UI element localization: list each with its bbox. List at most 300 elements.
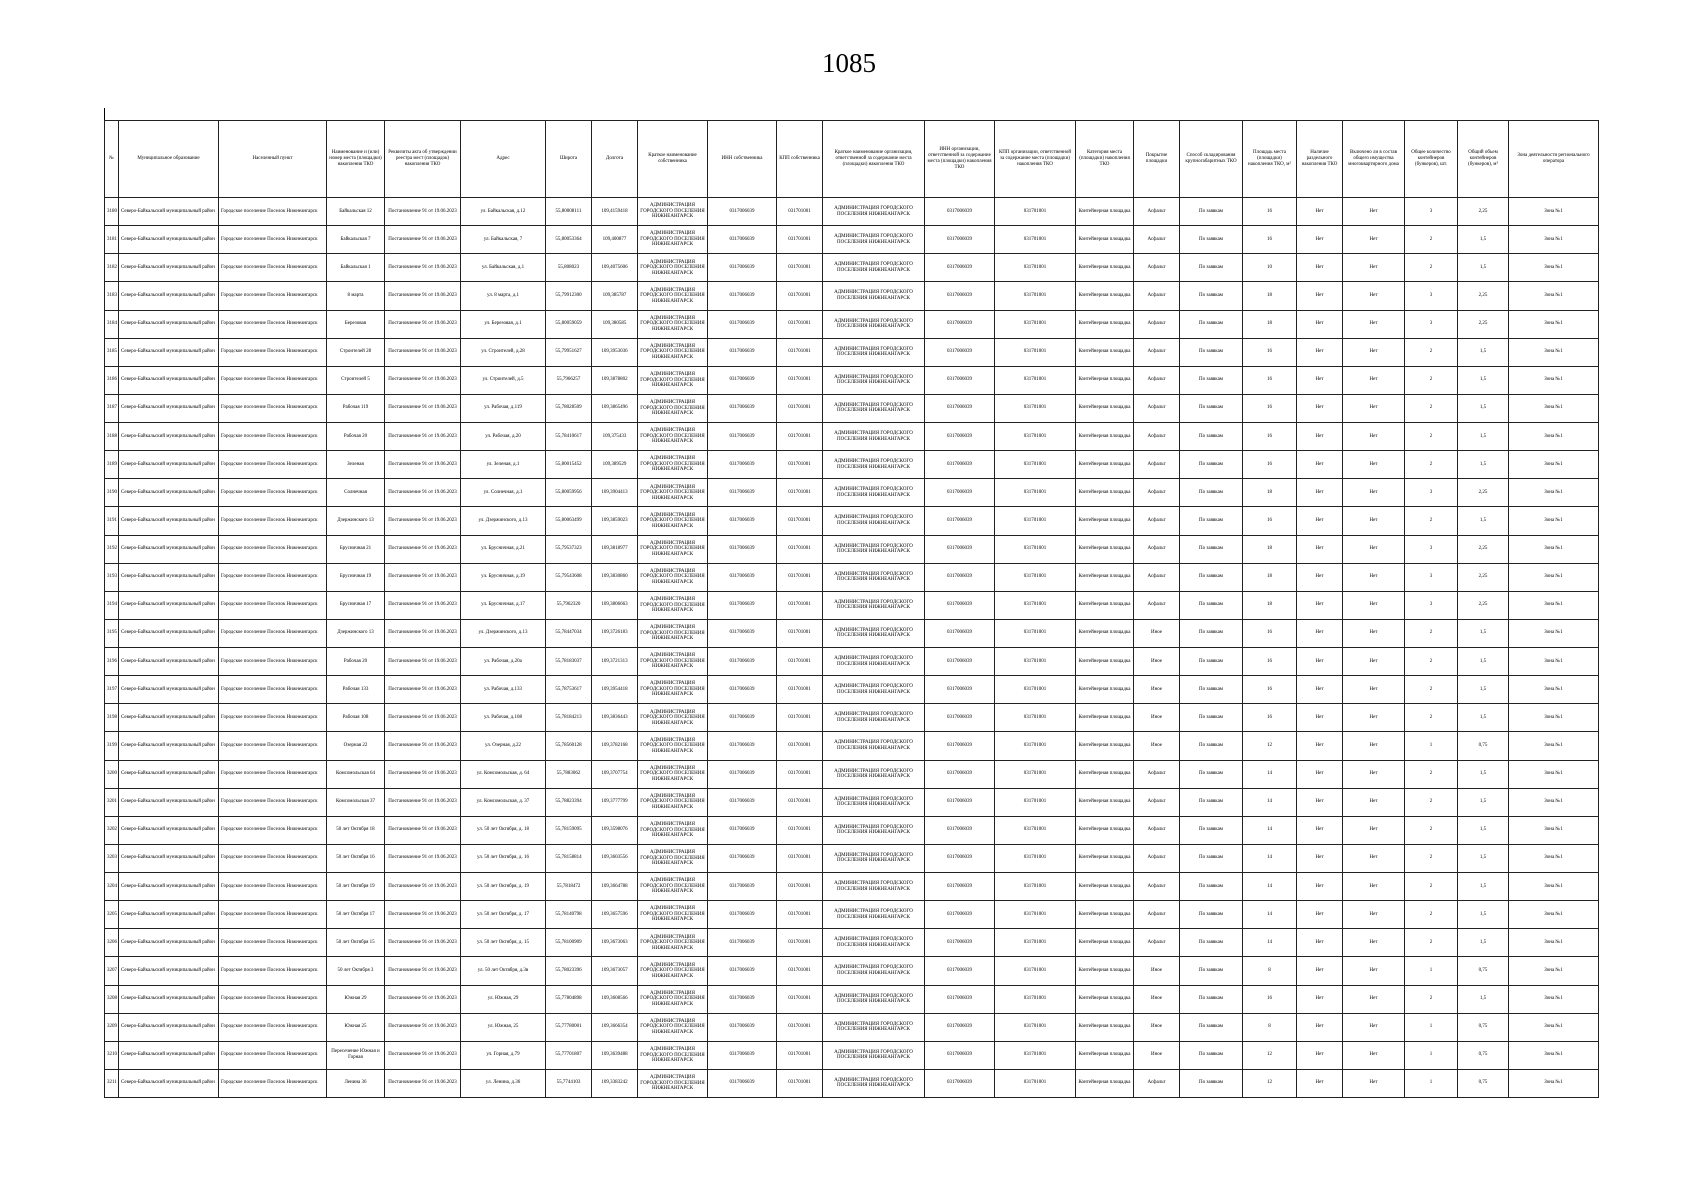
table-cell: АДМИНИСТРАЦИЯ ГОРОДСКОГО ПОСЕЛЕНИЯ НИЖНЕАНГАРСК — [823, 873, 925, 901]
table-cell: 031701001 — [995, 479, 1076, 507]
table-cell: 3187 — [105, 394, 119, 422]
table-cell: 55,808023 — [546, 254, 592, 282]
table-cell: Березовая — [327, 310, 385, 338]
table-cell: Нет — [1297, 760, 1343, 788]
table-cell: Нет — [1297, 366, 1343, 394]
table-cell: Зона №1 — [1509, 535, 1599, 563]
table-cell: Городское поселение Поселок Нижнеангарск — [219, 310, 327, 338]
table-cell: Нет — [1343, 1069, 1405, 1097]
table-cell: 109,3707754 — [592, 760, 638, 788]
table-cell: По заявкам — [1180, 873, 1243, 901]
table-cell: Контейнерная площадка — [1076, 198, 1134, 226]
table-cell: АДМИНИСТРАЦИЯ ГОРОДСКОГО ПОСЕЛЕНИЯ НИЖНЕАНГАРСК — [638, 310, 708, 338]
table-cell: Нет — [1297, 873, 1343, 901]
table-row — [105, 338, 1599, 366]
table-row — [105, 873, 1599, 901]
table-cell: 109,3608566 — [592, 985, 638, 1013]
table-row — [105, 1041, 1599, 1069]
table-cell: АДМИНИСТРАЦИЯ ГОРОДСКОГО ПОСЕЛЕНИЯ НИЖНЕАНГАРСК — [823, 901, 925, 929]
table-cell: 031701001 — [995, 929, 1076, 957]
table-row — [105, 310, 1599, 338]
table-cell: Постановление 91 от 19.06.2023 — [385, 901, 461, 929]
table-cell: 1,5 — [1458, 816, 1509, 844]
column-header: Общее количество контейнеров (бункеров), шт. — [1405, 121, 1458, 198]
table-cell: Асфальт — [1134, 535, 1180, 563]
table-cell: Городское поселение Поселок Нижнеангарск — [219, 423, 327, 451]
table-cell: Северо-Байкальский муниципальный район — [119, 451, 219, 479]
table-cell: Контейнерная площадка — [1076, 901, 1134, 929]
table-cell: АДМИНИСТРАЦИЯ ГОРОДСКОГО ПОСЕЛЕНИЯ НИЖНЕАНГАРСК — [638, 844, 708, 872]
table-cell: 1,5 — [1458, 788, 1509, 816]
table-row — [105, 929, 1599, 957]
table-cell: 0317006039 — [708, 1041, 777, 1069]
table-cell: 031701001 — [995, 282, 1076, 310]
table-cell: 16 — [1243, 366, 1297, 394]
table-cell: 3208 — [105, 985, 119, 1013]
table-cell: АДМИНИСТРАЦИЯ ГОРОДСКОГО ПОСЕЛЕНИЯ НИЖНЕАНГАРСК — [823, 282, 925, 310]
table-cell: Строителей 28 — [327, 338, 385, 366]
table-cell: 0317006039 — [708, 873, 777, 901]
table-cell: Нет — [1343, 648, 1405, 676]
table-cell: Постановление 91 от 19.06.2023 — [385, 254, 461, 282]
table-cell: 1,5 — [1458, 619, 1509, 647]
table-cell: Иное — [1134, 957, 1180, 985]
table-cell: Северо-Байкальский муниципальный район — [119, 1013, 219, 1041]
table-cell: 55,7818472 — [546, 873, 592, 901]
table-cell: Контейнерная площадка — [1076, 535, 1134, 563]
table-cell: 031701001 — [777, 619, 823, 647]
table-cell: 55,78753617 — [546, 676, 592, 704]
table-cell: ул. Брусничная, д.21 — [461, 535, 546, 563]
column-header: Покрытие площадки — [1134, 121, 1180, 198]
table-cell: Южная 29 — [327, 985, 385, 1013]
table-cell: Нет — [1343, 479, 1405, 507]
table-cell: АДМИНИСТРАЦИЯ ГОРОДСКОГО ПОСЕЛЕНИЯ НИЖНЕАНГАРСК — [638, 760, 708, 788]
table-cell: 031701001 — [777, 366, 823, 394]
table-cell: Контейнерная площадка — [1076, 591, 1134, 619]
table-cell: Городское поселение Поселок Нижнеангарск — [219, 1041, 327, 1069]
table-cell: По заявкам — [1180, 619, 1243, 647]
table-cell: АДМИНИСТРАЦИЯ ГОРОДСКОГО ПОСЕЛЕНИЯ НИЖНЕАНГАРСК — [823, 1013, 925, 1041]
table-cell: 031701001 — [995, 676, 1076, 704]
table-cell: АДМИНИСТРАЦИЯ ГОРОДСКОГО ПОСЕЛЕНИЯ НИЖНЕАНГАРСК — [638, 704, 708, 732]
table-cell: Постановление 91 от 19.06.2023 — [385, 985, 461, 1013]
table-cell: 16 — [1243, 985, 1297, 1013]
table-cell: АДМИНИСТРАЦИЯ ГОРОДСКОГО ПОСЕЛЕНИЯ НИЖНЕАНГАРСК — [638, 816, 708, 844]
table-cell: 16 — [1243, 648, 1297, 676]
table-cell: 2 — [1405, 507, 1458, 535]
table-row — [105, 844, 1599, 872]
table-cell: 3197 — [105, 676, 119, 704]
table-cell: Городское поселение Поселок Нижнеангарск — [219, 985, 327, 1013]
table-cell: Контейнерная площадка — [1076, 394, 1134, 422]
table-row — [105, 985, 1599, 1013]
table-cell: 109,4159418 — [592, 198, 638, 226]
table-cell: Брусничная 21 — [327, 535, 385, 563]
table-cell: Постановление 91 от 19.06.2023 — [385, 1069, 461, 1097]
table-row — [105, 423, 1599, 451]
table-cell: Городское поселение Поселок Нижнеангарск — [219, 788, 327, 816]
table-cell: АДМИНИСТРАЦИЯ ГОРОДСКОГО ПОСЕЛЕНИЯ НИЖНЕАНГАРСК — [823, 226, 925, 254]
table-cell: Зона №1 — [1509, 760, 1599, 788]
table-cell: ул. Строителей, д.28 — [461, 338, 546, 366]
table-cell: 109,3830860 — [592, 563, 638, 591]
table-cell: 3181 — [105, 226, 119, 254]
table-cell: 1,5 — [1458, 226, 1509, 254]
table-cell: Постановление 91 от 19.06.2023 — [385, 873, 461, 901]
table-cell: Постановление 91 от 19.06.2023 — [385, 676, 461, 704]
table-cell: Городское поселение Поселок Нижнеангарск — [219, 619, 327, 647]
column-header: КПП организации, ответственной за содержание места (площадки) накопления ТКО — [995, 121, 1076, 198]
table-cell: АДМИНИСТРАЦИЯ ГОРОДСКОГО ПОСЕЛЕНИЯ НИЖНЕАНГАРСК — [823, 507, 925, 535]
table-cell: Асфальт — [1134, 338, 1180, 366]
table-cell: 031701001 — [777, 844, 823, 872]
table-cell: Городское поселение Поселок Нижнеангарск — [219, 451, 327, 479]
table-cell: 1,5 — [1458, 704, 1509, 732]
table-cell: 3182 — [105, 254, 119, 282]
table-cell: 0317006039 — [708, 479, 777, 507]
table-cell: Нет — [1297, 732, 1343, 760]
table-cell: 3207 — [105, 957, 119, 985]
table-cell: 18 — [1243, 310, 1297, 338]
table-cell: Асфальт — [1134, 423, 1180, 451]
table-cell: Постановление 91 от 19.06.2023 — [385, 1013, 461, 1041]
table-cell: 0317006039 — [925, 957, 995, 985]
table-cell: 0,75 — [1458, 1041, 1509, 1069]
table-cell: 16 — [1243, 676, 1297, 704]
table-cell: Зона №1 — [1509, 704, 1599, 732]
table-cell: По заявкам — [1180, 929, 1243, 957]
table-cell: ул. Озерная, д.22 — [461, 732, 546, 760]
table-cell: 0317006039 — [925, 451, 995, 479]
table-cell: Солнечная — [327, 479, 385, 507]
table-cell: 16 — [1243, 451, 1297, 479]
table-cell: 16 — [1243, 226, 1297, 254]
table-cell: Городское поселение Поселок Нижнеангарск — [219, 760, 327, 788]
table-cell: 55,80059956 — [546, 479, 592, 507]
table-cell: 031701001 — [995, 844, 1076, 872]
table-cell: Асфальт — [1134, 310, 1180, 338]
table-cell: 031701001 — [777, 394, 823, 422]
table-cell: АДМИНИСТРАЦИЯ ГОРОДСКОГО ПОСЕЛЕНИЯ НИЖНЕАНГАРСК — [638, 507, 708, 535]
table-cell: АДМИНИСТРАЦИЯ ГОРОДСКОГО ПОСЕЛЕНИЯ НИЖНЕАНГАРСК — [823, 1069, 925, 1097]
table-cell: Зона №1 — [1509, 676, 1599, 704]
table-cell: 0317006039 — [925, 479, 995, 507]
table-cell: Нет — [1343, 338, 1405, 366]
table-cell: Иное — [1134, 732, 1180, 760]
table-cell: Контейнерная площадка — [1076, 816, 1134, 844]
table-cell: 2,25 — [1458, 535, 1509, 563]
table-cell: 0317006039 — [708, 619, 777, 647]
table-cell: 031701001 — [777, 732, 823, 760]
table-cell: 55,78100909 — [546, 929, 592, 957]
table-cell: 109,380585 — [592, 310, 638, 338]
table-row — [105, 957, 1599, 985]
table-cell: Нет — [1343, 394, 1405, 422]
table-cell: Нет — [1343, 366, 1405, 394]
table-cell: 1,5 — [1458, 985, 1509, 1013]
table-cell: 109,389529 — [592, 451, 638, 479]
table-cell: 2 — [1405, 901, 1458, 929]
table-cell: Северо-Байкальский муниципальный район — [119, 310, 219, 338]
table-cell: 0317006039 — [708, 816, 777, 844]
table-cell: 109,3782168 — [592, 732, 638, 760]
table-cell: 031701001 — [995, 619, 1076, 647]
table-cell: АДМИНИСТРАЦИЯ ГОРОДСКОГО ПОСЕЛЕНИЯ НИЖНЕАНГАРСК — [823, 788, 925, 816]
table-cell: 0317006039 — [925, 985, 995, 1013]
table-cell: 0317006039 — [925, 366, 995, 394]
table-cell: Асфальт — [1134, 873, 1180, 901]
table-cell: 0317006039 — [925, 423, 995, 451]
column-header: ИНН собственника — [708, 121, 777, 198]
table-cell: Иное — [1134, 619, 1180, 647]
table-cell: Асфальт — [1134, 282, 1180, 310]
table-cell: 3210 — [105, 1041, 119, 1069]
table-cell: Контейнерная площадка — [1076, 929, 1134, 957]
table-cell: 031701001 — [777, 1041, 823, 1069]
table-cell: Северо-Байкальский муниципальный район — [119, 901, 219, 929]
table-cell: Нет — [1343, 901, 1405, 929]
table-cell: По заявкам — [1180, 591, 1243, 619]
table-cell: Северо-Байкальский муниципальный район — [119, 563, 219, 591]
table-cell: Городское поселение Поселок Нижнеангарск — [219, 844, 327, 872]
table-cell: 55,80015452 — [546, 451, 592, 479]
table-cell: 0317006039 — [708, 732, 777, 760]
table-cell: 0317006039 — [708, 760, 777, 788]
table-cell: Северо-Байкальский муниципальный район — [119, 732, 219, 760]
table-cell: Контейнерная площадка — [1076, 423, 1134, 451]
table-cell: 55,77780001 — [546, 1013, 592, 1041]
table-cell: Ленина 36 — [327, 1069, 385, 1097]
table-cell: Постановление 91 от 19.06.2023 — [385, 423, 461, 451]
table-cell: Контейнерная площадка — [1076, 619, 1134, 647]
table-cell: Северо-Байкальский муниципальный район — [119, 985, 219, 1013]
table-cell: Байкальская 12 — [327, 198, 385, 226]
table-cell: АДМИНИСТРАЦИЯ ГОРОДСКОГО ПОСЕЛЕНИЯ НИЖНЕАНГАРСК — [638, 957, 708, 985]
table-cell: 031701001 — [777, 929, 823, 957]
column-header: КПП собственника — [777, 121, 823, 198]
table-cell: Озерная 22 — [327, 732, 385, 760]
table-cell: ул. Строителей, д.5 — [461, 366, 546, 394]
table-cell: 0317006039 — [925, 226, 995, 254]
table-cell: Нет — [1343, 507, 1405, 535]
table-cell: 55,80053364 — [546, 226, 592, 254]
table-cell: Контейнерная площадка — [1076, 451, 1134, 479]
table-row — [105, 704, 1599, 732]
table-cell: Асфальт — [1134, 226, 1180, 254]
table-cell: АДМИНИСТРАЦИЯ ГОРОДСКОГО ПОСЕЛЕНИЯ НИЖНЕАНГАРСК — [638, 394, 708, 422]
table-cell: 55,78140798 — [546, 901, 592, 929]
table-cell: Асфальт — [1134, 591, 1180, 619]
table-cell: 55,79543608 — [546, 563, 592, 591]
table-cell: Контейнерная площадка — [1076, 873, 1134, 901]
table-cell: Нет — [1297, 338, 1343, 366]
table-cell: 1,5 — [1458, 338, 1509, 366]
table-cell: 031701001 — [995, 535, 1076, 563]
column-header: Включено ли в состав общего имущества многоквартирного дома — [1343, 121, 1405, 198]
table-cell: Зона №1 — [1509, 226, 1599, 254]
table-cell: 0317006039 — [925, 394, 995, 422]
table-cell: По заявкам — [1180, 226, 1243, 254]
table-cell: 109,3954418 — [592, 676, 638, 704]
table-cell: Постановление 91 от 19.06.2023 — [385, 198, 461, 226]
table-cell: АДМИНИСТРАЦИЯ ГОРОДСКОГО ПОСЕЛЕНИЯ НИЖНЕАНГАРСК — [638, 873, 708, 901]
table-cell: 3201 — [105, 788, 119, 816]
table-cell: 3200 — [105, 760, 119, 788]
table-cell: Городское поселение Поселок Нижнеангарск — [219, 704, 327, 732]
table-cell: 0317006039 — [708, 535, 777, 563]
table-cell: 8 марта — [327, 282, 385, 310]
table-cell: Рабочая 133 — [327, 676, 385, 704]
table-cell: АДМИНИСТРАЦИЯ ГОРОДСКОГО ПОСЕЛЕНИЯ НИЖНЕАНГАРСК — [638, 366, 708, 394]
table-cell: Нет — [1297, 929, 1343, 957]
table-cell: Северо-Байкальский муниципальный район — [119, 676, 219, 704]
table-cell: Северо-Байкальский муниципальный район — [119, 254, 219, 282]
table-cell: 0317006039 — [708, 648, 777, 676]
table-cell: Асфальт — [1134, 479, 1180, 507]
table-cell: Постановление 91 от 19.06.2023 — [385, 619, 461, 647]
table-cell: 18 — [1243, 535, 1297, 563]
table-cell: 2 — [1405, 844, 1458, 872]
table-cell: 031701001 — [777, 479, 823, 507]
table-cell: 0317006039 — [925, 788, 995, 816]
table-cell: Нет — [1343, 760, 1405, 788]
table-cell: Южная 25 — [327, 1013, 385, 1041]
table-cell: По заявкам — [1180, 1013, 1243, 1041]
table-cell: 3 — [1405, 282, 1458, 310]
table-cell: Северо-Байкальский муниципальный район — [119, 198, 219, 226]
table-cell: Брусничная 17 — [327, 591, 385, 619]
table-cell: 0317006039 — [708, 957, 777, 985]
table-row — [105, 507, 1599, 535]
table-cell: 14 — [1243, 760, 1297, 788]
table-cell: 031701001 — [777, 338, 823, 366]
table-cell: 1,5 — [1458, 451, 1509, 479]
table-cell: 3184 — [105, 310, 119, 338]
table-cell: 0317006039 — [925, 619, 995, 647]
table-cell: По заявкам — [1180, 1041, 1243, 1069]
column-header: Адрес — [461, 121, 546, 198]
table-cell: 031701001 — [995, 394, 1076, 422]
table-cell: Асфальт — [1134, 563, 1180, 591]
table-cell: АДМИНИСТРАЦИЯ ГОРОДСКОГО ПОСЕЛЕНИЯ НИЖНЕАНГАРСК — [638, 1069, 708, 1097]
table-cell: ул. 50 лет Октября, д.3в — [461, 957, 546, 985]
table-cell: Северо-Байкальский муниципальный район — [119, 366, 219, 394]
table-cell: Зона №1 — [1509, 423, 1599, 451]
table-cell: 109,4075606 — [592, 254, 638, 282]
table-row — [105, 788, 1599, 816]
table-cell: 031701001 — [995, 1069, 1076, 1097]
table-cell: Городское поселение Поселок Нижнеангарск — [219, 816, 327, 844]
table-cell: 031701001 — [995, 366, 1076, 394]
table-cell: Нет — [1343, 619, 1405, 647]
table-row — [105, 535, 1599, 563]
table-cell: Контейнерная площадка — [1076, 985, 1134, 1013]
table-cell: АДМИНИСТРАЦИЯ ГОРОДСКОГО ПОСЕЛЕНИЯ НИЖНЕАНГАРСК — [823, 394, 925, 422]
table-cell: ул. 50 лет Октября, д. 19 — [461, 873, 546, 901]
table-cell: Постановление 91 от 19.06.2023 — [385, 366, 461, 394]
table-cell: 2 — [1405, 451, 1458, 479]
table-cell: Городское поселение Поселок Нижнеангарск — [219, 563, 327, 591]
table-cell: Северо-Байкальский муниципальный район — [119, 507, 219, 535]
table-cell: 031701001 — [777, 282, 823, 310]
table-cell: 031701001 — [777, 591, 823, 619]
table-cell: АДМИНИСТРАЦИЯ ГОРОДСКОГО ПОСЕЛЕНИЯ НИЖНЕАНГАРСК — [638, 788, 708, 816]
table-cell: 0317006039 — [708, 226, 777, 254]
table-cell: По заявкам — [1180, 816, 1243, 844]
table-cell: АДМИНИСТРАЦИЯ ГОРОДСКОГО ПОСЕЛЕНИЯ НИЖНЕАНГАРСК — [638, 985, 708, 1013]
table-cell: 031701001 — [995, 985, 1076, 1013]
table-cell: 3 — [1405, 563, 1458, 591]
table-cell: АДМИНИСТРАЦИЯ ГОРОДСКОГО ПОСЕЛЕНИЯ НИЖНЕАНГАРСК — [638, 676, 708, 704]
table-cell: 16 — [1243, 394, 1297, 422]
table-cell: По заявкам — [1180, 423, 1243, 451]
table-cell: Северо-Байкальский муниципальный район — [119, 619, 219, 647]
table-cell: Контейнерная площадка — [1076, 676, 1134, 704]
table-cell: 2,25 — [1458, 479, 1509, 507]
table-cell: По заявкам — [1180, 282, 1243, 310]
table-cell: АДМИНИСТРАЦИЯ ГОРОДСКОГО ПОСЕЛЕНИЯ НИЖНЕАНГАРСК — [823, 591, 925, 619]
table-cell: 1,5 — [1458, 423, 1509, 451]
table-cell: 031701001 — [995, 254, 1076, 282]
table-cell: Постановление 91 от 19.06.2023 — [385, 957, 461, 985]
table-cell: Контейнерная площадка — [1076, 282, 1134, 310]
table-cell: По заявкам — [1180, 985, 1243, 1013]
table-cell: 55,7883062 — [546, 760, 592, 788]
table-cell: 031701001 — [777, 788, 823, 816]
waste-site-registry-table — [104, 120, 1599, 1098]
table-cell: Контейнерная площадка — [1076, 1013, 1134, 1041]
table-cell: По заявкам — [1180, 535, 1243, 563]
table-cell: 0317006039 — [925, 1013, 995, 1041]
table-cell: Городское поселение Поселок Нижнеангарск — [219, 732, 327, 760]
table-cell: Городское поселение Поселок Нижнеангарск — [219, 479, 327, 507]
table-cell: 0317006039 — [925, 732, 995, 760]
table-cell: Нет — [1297, 619, 1343, 647]
table-cell: 0317006039 — [925, 816, 995, 844]
table-cell: Постановление 91 от 19.06.2023 — [385, 282, 461, 310]
table-cell: 2 — [1405, 423, 1458, 451]
table-cell: АДМИНИСТРАЦИЯ ГОРОДСКОГО ПОСЕЛЕНИЯ НИЖНЕАНГАРСК — [638, 1013, 708, 1041]
table-row — [105, 676, 1599, 704]
table-cell: Городское поселение Поселок Нижнеангарск — [219, 929, 327, 957]
table-cell: 1,5 — [1458, 929, 1509, 957]
table-cell: По заявкам — [1180, 732, 1243, 760]
table-cell: 2 — [1405, 760, 1458, 788]
table-cell: 0317006039 — [925, 676, 995, 704]
table-cell: 109,3904413 — [592, 479, 638, 507]
table-cell: ул. Рабочая, д.20 — [461, 423, 546, 451]
table-cell: АДМИНИСТРАЦИЯ ГОРОДСКОГО ПОСЕЛЕНИЯ НИЖНЕАНГАРСК — [823, 676, 925, 704]
table-cell: АДМИНИСТРАЦИЯ ГОРОДСКОГО ПОСЕЛЕНИЯ НИЖНЕАНГАРСК — [823, 254, 925, 282]
table-cell: 2 — [1405, 226, 1458, 254]
table-cell: Асфальт — [1134, 394, 1180, 422]
table-cell: АДМИНИСТРАЦИЯ ГОРОДСКОГО ПОСЕЛЕНИЯ НИЖНЕАНГАРСК — [638, 226, 708, 254]
table-cell: По заявкам — [1180, 563, 1243, 591]
table-cell: Нет — [1297, 479, 1343, 507]
table-cell: 55,78447034 — [546, 619, 592, 647]
table-cell: 109,3721313 — [592, 648, 638, 676]
table-cell: Северо-Байкальский муниципальный район — [119, 648, 219, 676]
table-cell: Нет — [1297, 1041, 1343, 1069]
table-cell: 3199 — [105, 732, 119, 760]
table-cell: АДМИНИСТРАЦИЯ ГОРОДСКОГО ПОСЕЛЕНИЯ НИЖНЕАНГАРСК — [823, 957, 925, 985]
table-row — [105, 901, 1599, 929]
table-cell: Нет — [1343, 873, 1405, 901]
table-cell: Иное — [1134, 985, 1180, 1013]
table-cell: Нет — [1297, 985, 1343, 1013]
table-cell: АДМИНИСТРАЦИЯ ГОРОДСКОГО ПОСЕЛЕНИЯ НИЖНЕАНГАРСК — [638, 423, 708, 451]
